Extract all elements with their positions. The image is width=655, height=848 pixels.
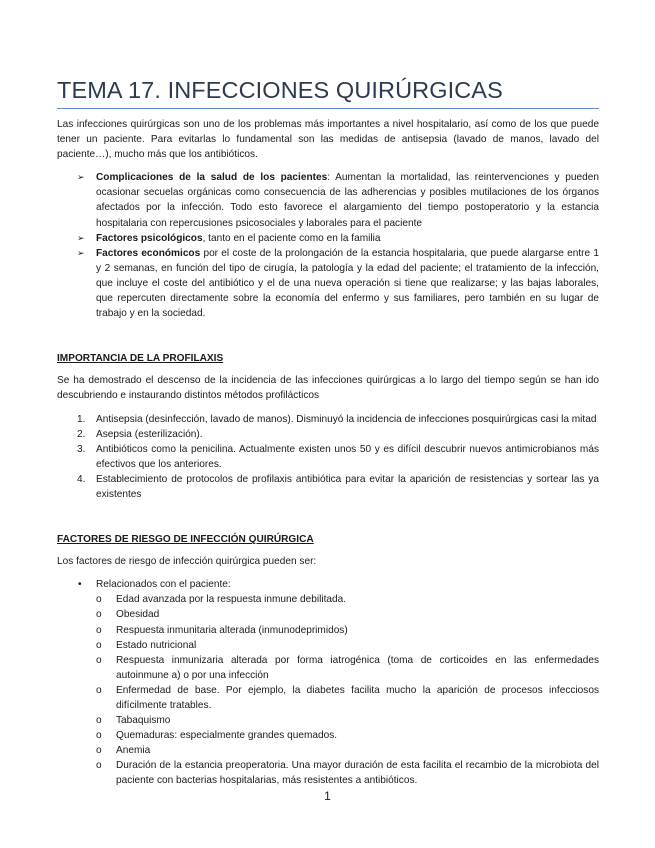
circle-bullet-icon: o [96, 684, 102, 696]
factors-list [57, 170, 599, 321]
list-item: o Anemia [96, 743, 599, 758]
list-item: o Estado nutricional [96, 638, 599, 653]
section-heading-riesgo: FACTORES DE RIESGO DE INFECCIÓN QUIRÚRGICA [57, 534, 314, 546]
title-underline [57, 108, 599, 109]
arrow-bullet-icon: ➢ [77, 232, 85, 243]
list-item: o Respuesta inmunitaria alterada (inmunodeprimidos) [96, 623, 599, 638]
circle-bullet-icon: o [96, 609, 102, 621]
section-heading-profilaxis: IMPORTANCIA DE LA PROFILAXIS [57, 353, 224, 365]
list-item: o Obesidad [96, 607, 599, 622]
page-title: TEMA 17. INFECCIONES QUIRÚRGICAS [57, 77, 503, 103]
list-item: o Tabaquismo [96, 713, 599, 728]
factor-item: ➢ Factores económicos por el coste de la prolongación de la estancia hospitalaria, que puede alargarse entre 1 y 2 semanas, en función del tipo de cirugía, la patología y la edad del paciente; el tratamiento de la infección, que incluye el coste del antibiótico y el de una nueva operación si tiene que realizarse; y las bajas laborales, que repercuten directamente sobre la economía del enfermo y sus familiares, pero también en su lugar de trabajo y en la sociedad. [77, 247, 599, 320]
bullet-icon: • [78, 579, 82, 591]
arrow-bullet-icon: ➢ [77, 172, 85, 183]
list-item: 1. Antisepsia (desinfección, lavado de manos). Disminuyó la incidencia de infecciones posquirúrgicas casi la mitad [77, 413, 597, 425]
list-item: • Relacionados con el paciente: o Edad avanzada por la respuesta inmune debilitada. o Obesidad o Respuesta inmunitaria alterada (inmunodeprimidos) o Estado nutricional o Respuesta inmunizaria alterada por forma iatrogénica (toma de corticoides en las enfermedades autoinmune a) o por una infección o Enfermedad de base. Por ejemplo, la diabetes facilita mucho la aparición de procesos infecciosos difícilmente tratables. o Tabaquismo o Quemaduras: especialmente grandes quemados. o Anemia o Duración de la estancia preoperatoria. Una mayor duración de esta facilita el recambio de la microbiota del paciente con bacterias hospitalarias, más resistentes a antibióticos. [57, 577, 599, 788]
list-item: 2. Asepsia (esterilización). [77, 428, 203, 440]
circle-bullet-icon: o [96, 639, 102, 651]
factor-item: ➢ Factores psicológicos, tanto en el paciente como en la familia [57, 231, 599, 246]
methods-list [57, 412, 599, 503]
section-intro: Se ha demostrado el descenso de la incidencia de las infecciones quirúrgicas a lo largo del tiempo según se han ido descubriendo e instaurando distintos métodos profilácticos [57, 375, 599, 402]
circle-bullet-icon: o [96, 654, 102, 666]
list-item: o Enfermedad de base. Por ejemplo, la diabetes facilita mucho la aparición de procesos infecciosos difícilmente tratables. [96, 684, 599, 711]
list-item: o Edad avanzada por la respuesta inmune debilitada. [96, 592, 599, 607]
page-number: 1 [324, 789, 331, 803]
list-item: 4. Establecimiento de protocolos de profilaxis antibiótica para evitar la aparición de resistencias y sortear las ya existentes [77, 473, 599, 500]
list-item: o Duración de la estancia preoperatoria. Una mayor duración de esta facilita el recambio de la microbiota del paciente con bacterias hospitalarias, más resistentes a antibióticos. [96, 760, 599, 787]
factor-item: ➢ Complicaciones de la salud de los pacientes: Aumentan la mortalidad, las reintervenciones y pueden ocasionar secuelas orgánicas como consecuencia de las adherencias y posibles mutilaciones de los órganos afectados por la infección. Todo esto favorece el alargamiento del tiempo postoperatorio y la estancia hospitalaria con repercusiones psicosociales y laborales para el paciente [77, 172, 599, 229]
risk-factors-list [57, 577, 599, 788]
list-item: o Quemaduras: especialmente grandes quemados. [96, 728, 599, 743]
intro-paragraph: Las infecciones quirúrgicas son uno de los problemas más importantes a nivel hospitalario, así como de los que puede tener un paciente. Para evitarlas lo fundamental son las medidas de antisepsia (lavado de manos, lavado del paciente…), mucho más que los antibióticos. [57, 119, 599, 161]
circle-bullet-icon: o [96, 745, 102, 757]
circle-bullet-icon: o [96, 715, 102, 727]
document-body [57, 117, 599, 789]
list-item: o Respuesta inmunizaria alterada por forma iatrogénica (toma de corticoides en las enfermedades autoinmune a) o por una infección [96, 654, 599, 681]
list-item: 3. Antibióticos como la penicilina. Actualmente existen unos 50 y es difícil descubrir nuevos antimicrobianos más efectivos que los anteriores. [77, 443, 599, 470]
circle-bullet-icon: o [96, 624, 102, 636]
section-intro: Los factores de riesgo de infección quirúrgica pueden ser: [57, 556, 317, 568]
circle-bullet-icon: o [96, 730, 102, 742]
circle-bullet-icon: o [96, 594, 102, 606]
circle-bullet-icon: o [96, 760, 102, 772]
arrow-bullet-icon: ➢ [77, 247, 85, 258]
patient-factors-list [96, 592, 599, 788]
